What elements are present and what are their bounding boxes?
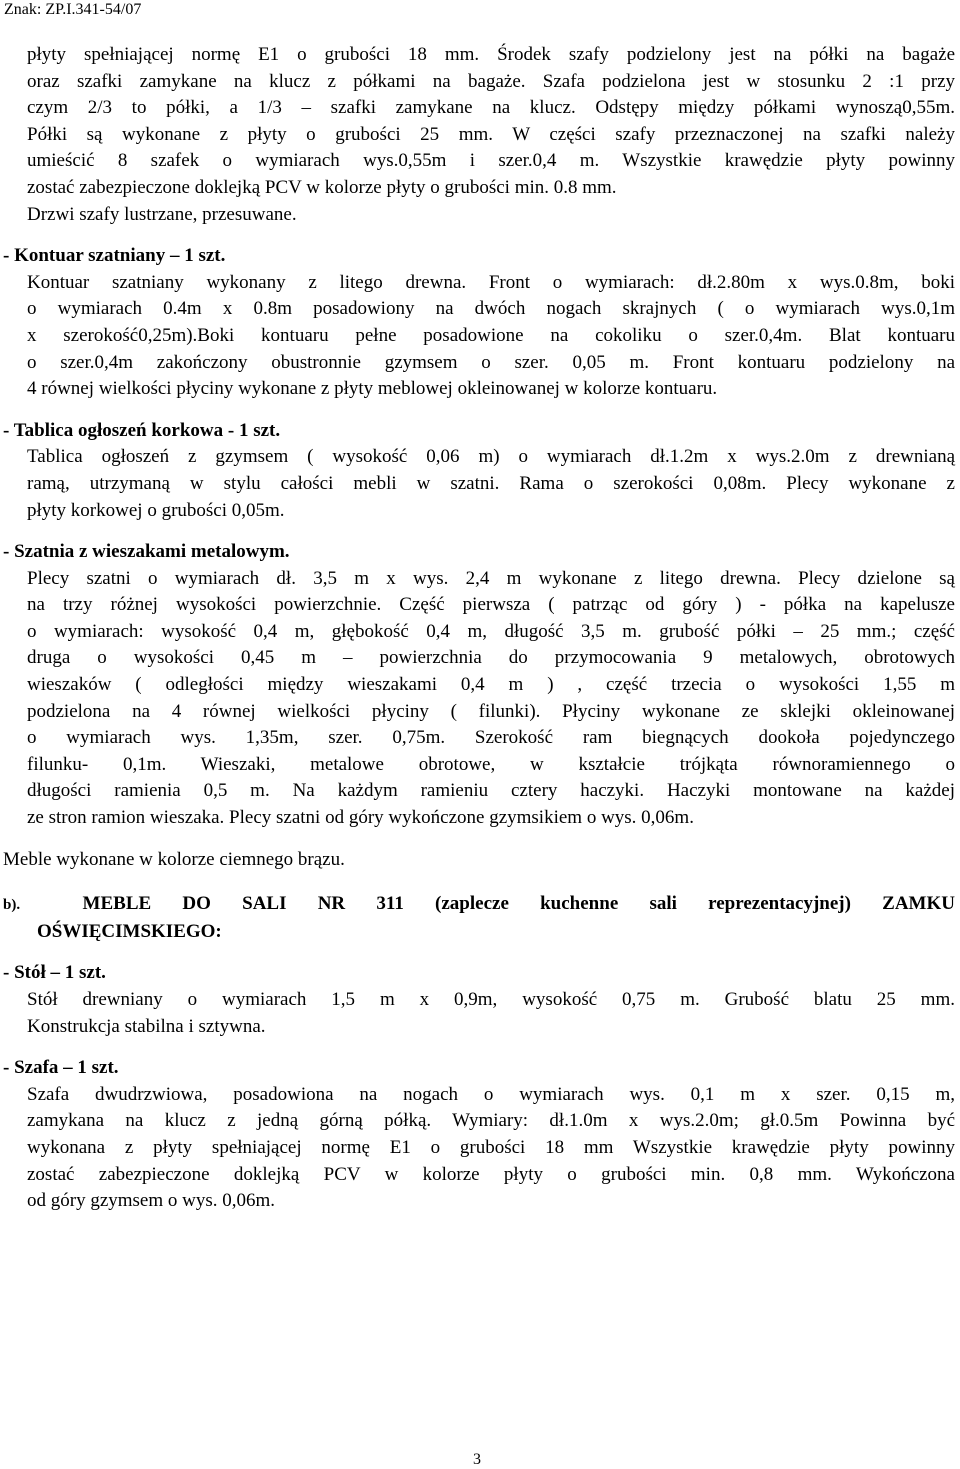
section-stol (3, 960, 955, 1040)
text-line: czym 2/3 to półki, a 1/3 – szafki zamykane na klucz. Odstępy między półkami wynoszą0,55m. (27, 97, 955, 119)
section-szafa (3, 1055, 955, 1215)
section-kontuar (3, 243, 955, 403)
text-line: podzielona na 4 równej wielkości płyciny ( filunki). Płyciny wykonane ze sklejki okleinowanej (27, 700, 955, 722)
document-body (3, 42, 955, 1215)
part-b-title-line: OŚWIĘCIMSKIEGO: (37, 920, 222, 942)
text-line: Plecy szatni o wymiarach dł. 3,5 m x wys. 2,4 m wykonane z litego drewna. Plecy dzielone są (27, 567, 955, 589)
document-reference: Znak: ZP.I.341-54/07 (4, 1, 142, 18)
color-note: Meble wykonane w kolorze ciemnego brązu. (3, 848, 345, 870)
text-line: Konstrukcja stabilna i sztywna. (27, 1015, 266, 1037)
text-line: Drzwi szafy lustrzane, przesuwane. (27, 203, 297, 225)
page-number: 3 (473, 1451, 481, 1468)
text-line: Szafa dwudrzwiowa, posadowiona na nogach o wymiarach wys. 0,1 m x szer. 0,15 m, (27, 1083, 955, 1105)
text-line: o wymiarach: wysokość 0,4 m, głębokość 0,4 m, długość 3,5 m. grubość półki – 25 mm.; część (27, 620, 955, 642)
text-line: płyty spełniającej normę E1 o grubości 18 mm. Środek szafy podzielony jest na półki na bagaże (27, 44, 955, 65)
section-heading: - Szafa – 1 szt. (3, 1057, 119, 1079)
text-line: druga o wysokości 0,45 m – powierzchnia do przymocowania 9 metalowych, obrotowych (27, 647, 955, 669)
text-line: o szer.0,4m zakończony obustronnie gzymsem o szer. 0,05 m. Front kontuaru podzielony na (27, 351, 955, 373)
text-line: na trzy różnej wysokości powierzchnie. Część pierwsza ( patrząc od góry ) - półka na kapelusze (27, 594, 955, 616)
part-b-label: b). (3, 897, 21, 914)
section-heading: - Tablica ogłoszeń korkowa - 1 szt. (3, 419, 281, 441)
section-szatnia (3, 539, 955, 832)
text-line: zostać zabezpieczone doklejką PCV w kolorze płyty o grubości min. 0.8 mm. (27, 176, 617, 198)
text-line: ramą, utrzymaną w stylu całości mebli w szatni. Rama o szerokości 0,08m. Plecy wykonane z (27, 472, 955, 494)
text-line: wykonana z płyty spełniającej normę E1 o grubości 18 mm Wszystkie krawędzie płyty powinny (27, 1136, 955, 1158)
text-line: x szerokość0,25m).Boki kontuaru pełne posadowione na cokoliku o szer.0,4m. Blat kontuaru (27, 324, 955, 346)
text-line: długości ramienia 0,5 m. Na każdym ramieniu cztery haczyki. Haczyki montowane na każdej (27, 780, 955, 802)
part-b-title (3, 891, 955, 945)
part-b-title-line (3, 891, 955, 919)
part-b-title-text: MEBLE DO SALI NR 311 (zaplecze kuchenne sali reprezentacyjnej) ZAMKU (82, 893, 955, 915)
text-line: płyty korkowej o grubości 0,05m. (27, 499, 285, 521)
text-line: umieścić 8 szafek o wymiarach wys.0,55m i szer.0,4 m. Wszystkie krawędzie płyty powinny (27, 150, 955, 172)
text-line: filunku- 0,1m. Wieszaki, metalowe obrotowe, w kształcie trójkąta równoramiennego o (27, 753, 955, 775)
text-line: Tablica ogłoszeń z gzymsem ( wysokość 0,06 m) o wymiarach dł.1.2m x wys.2.0m z drewnianą (27, 446, 955, 468)
text-line: od góry gzymsem o wys. 0,06m. (27, 1190, 276, 1212)
text-line: 4 równej wielkości płyciny wykonane z płyty meblowej okleinowanej w kolorze kontuaru. (27, 378, 718, 400)
text-line: o wymiarach wys. 1,35m, szer. 0,75m. Szerokość ram biegnących dookoła pojedynczego (27, 727, 955, 749)
section-heading: - Szatnia z wieszakami metalowym. (3, 541, 290, 563)
text-line: ze stron ramion wieszaka. Plecy szatni od góry wykończone gzymsikiem o wys. 0,06m. (27, 807, 694, 829)
text-line: zostać zabezpieczone doklejką PCV w kolorze płyty o grubości min. 0,8 mm. Wykończona (27, 1163, 955, 1185)
text-line: o wymiarach 0.4m x 0.8m posadowiony na dwóch nogach skrajnych ( o wymiarach wys.0,1m (27, 298, 955, 320)
section-heading: - Stół – 1 szt. (3, 962, 106, 984)
intro-paragraph (27, 42, 955, 228)
text-line: oraz szafki zamykane na klucz z półkami na bagaże. Szafa podzielona jest w stosunku 2 :1 przy (27, 70, 955, 92)
section-heading: - Kontuar szatniany – 1 szt. (3, 245, 226, 267)
text-line: wieszaków ( odległości między wieszakami 0,4 m ) , część trzecia o wysokości 1,55 m (27, 674, 955, 696)
text-line: Kontuar szatniany wykonany z litego drewna. Front o wymiarach: dł.2.80m x wys.0.8m, boki (27, 271, 955, 293)
text-line: Półki są wykonane z płyty o grubości 25 mm. W części szafy przeznaczonej na szafki należy (27, 123, 955, 145)
text-line: zamykana na klucz z jedną górną półką. Wymiary: dł.1.0m x wys.2.0m; gł.0.5m Powinna być (27, 1110, 955, 1132)
section-tablica (3, 418, 955, 524)
text-line: Stół drewniany o wymiarach 1,5 m x 0,9m, wysokość 0,75 m. Grubość blatu 25 mm. (27, 989, 955, 1010)
